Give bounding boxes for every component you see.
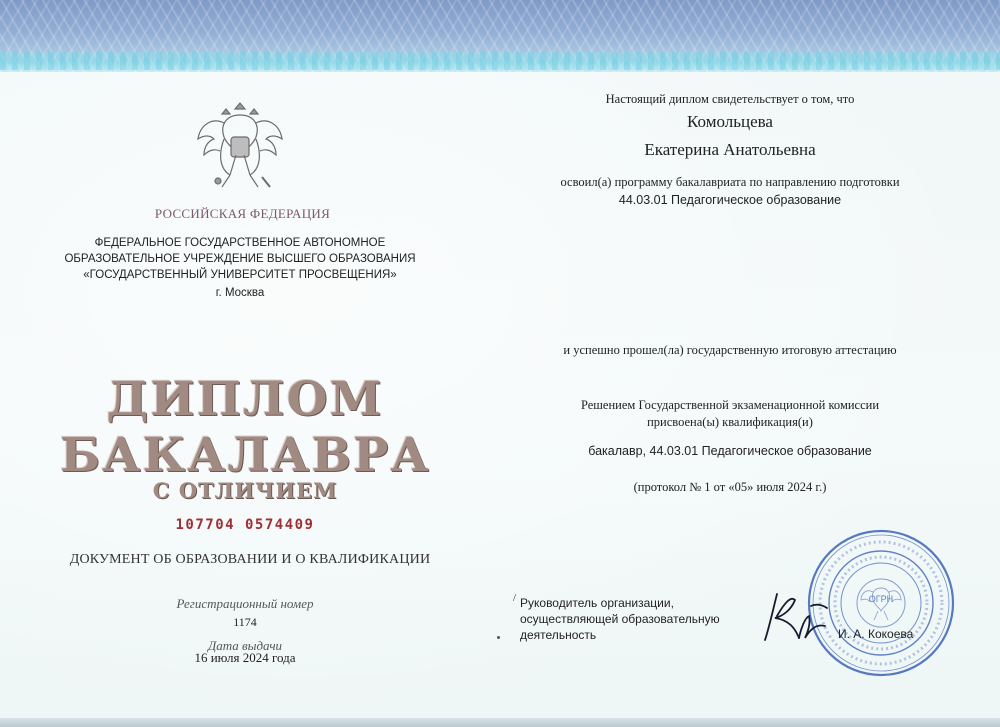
commission-decision	[520, 397, 940, 431]
serial-number: 107704 0574409	[175, 517, 315, 533]
signatory-role-line: Руководитель организации,	[520, 596, 674, 610]
attestation-line: и успешно прошел(ла) государственную итоговую аттестацию	[563, 343, 897, 357]
signatory-role-line: деятельность	[520, 628, 597, 642]
double-headed-eagle-emblem-icon	[190, 95, 290, 203]
registration-label: Регистрационный номер	[176, 596, 314, 611]
protocol-reference: (протокол № 1 от «05» июля 2024 г.)	[633, 480, 827, 494]
signatory-name: И. А. Кокоева	[838, 627, 914, 641]
program-line: освоил(а) программу бакалавриата по направлению подготовки	[560, 175, 900, 189]
qualification: бакалавр, 44.03.01 Педагогическое образование	[588, 444, 872, 458]
decision-line: Решением Государственной экзаменационной комиссии	[580, 398, 880, 412]
country-name: РОССИЙСКАЯ ФЕДЕРАЦИЯ	[154, 206, 331, 221]
certifies-line: Настоящий диплом свидетельствует о том, что	[605, 92, 855, 106]
ink-speck	[497, 636, 500, 639]
graduate-surname: Комольцева	[687, 112, 773, 131]
handwritten-signature	[755, 588, 830, 643]
issue-date: 16 июля 2024 года	[194, 650, 296, 665]
slash-mark: /	[513, 592, 517, 604]
document-type: ДОКУМЕНТ ОБ ОБРАЗОВАНИИ И О КВАЛИФИКАЦИИ	[69, 552, 431, 567]
scan-bottom-edge	[0, 718, 1000, 727]
decision-line: присвоена(ы) квалификация(и)	[647, 415, 813, 429]
diploma-degree: БАКАЛАВРА	[60, 428, 431, 483]
top-border-band	[0, 52, 1000, 70]
institution-line: ОБРАЗОВАТЕЛЬНОЕ УЧРЕЖДЕНИЕ ВЫСШЕГО ОБРАЗОВАНИЯ	[64, 253, 416, 265]
honors-label: С ОТЛИЧИЕМ	[152, 478, 338, 503]
registration-number: 1174	[233, 615, 257, 629]
issue-date-label: Дата выдачи	[207, 638, 283, 653]
institution-city: г. Москва	[215, 287, 265, 299]
institution-line: «ГОСУДАРСТВЕННЫЙ УНИВЕРСИТЕТ ПРОСВЕЩЕНИЯ»	[83, 269, 397, 281]
signatory-role-line: осуществляющей образовательную	[520, 612, 720, 626]
program-code: 44.03.01 Педагогическое образование	[618, 193, 842, 207]
diploma-title: ДИПЛОМ	[106, 372, 384, 427]
institution-name	[40, 235, 440, 283]
institution-line: ФЕДЕРАЛЬНОЕ ГОСУДАРСТВЕННОЕ АВТОНОМНОЕ	[94, 237, 386, 249]
graduate-given-names: Екатерина Анатольевна	[644, 140, 816, 159]
svg-text:ОГРН: ОГРН	[868, 594, 894, 604]
signatory-role	[520, 595, 740, 643]
